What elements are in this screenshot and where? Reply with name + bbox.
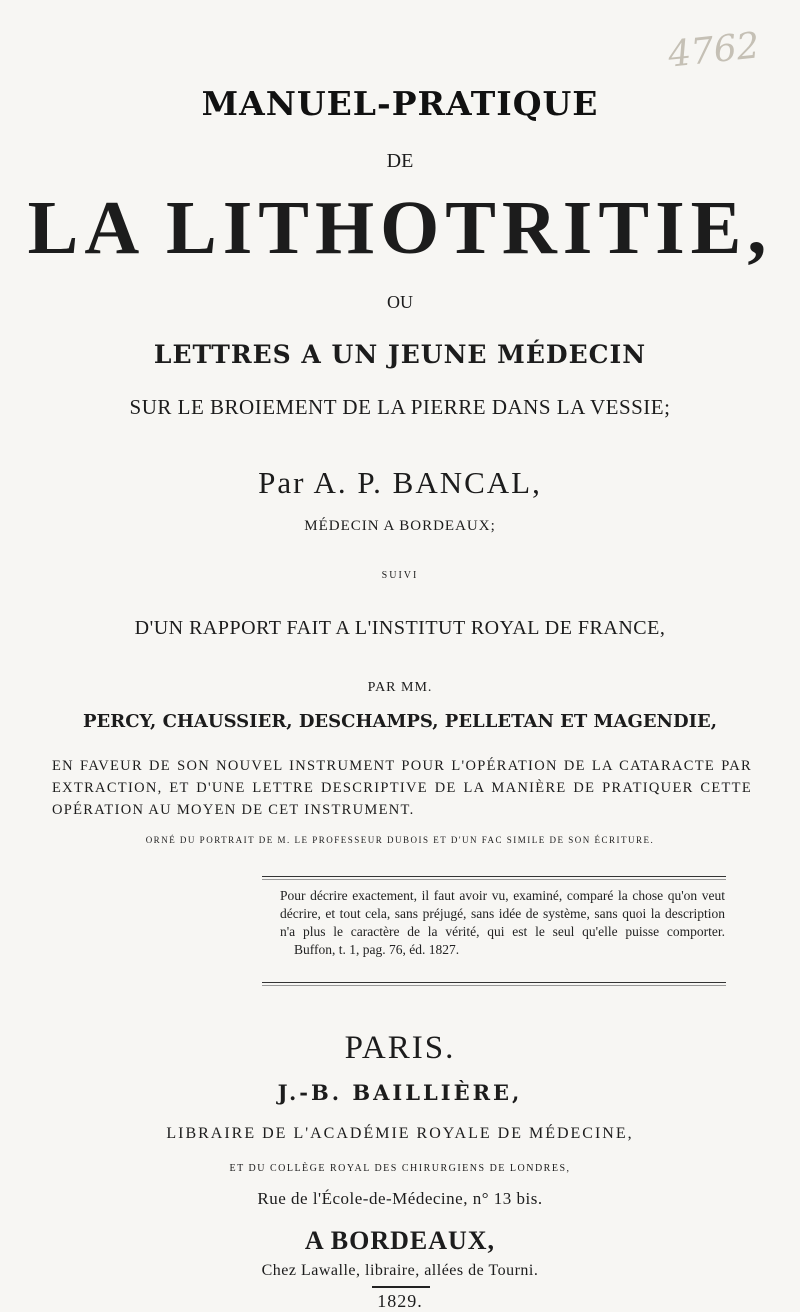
epigraph-rule-bottom [262,982,726,983]
rapport-description: EN FAVEUR DE SON NOUVEL INSTRUMENT POUR L'OPÉRATION DE LA CATARACTE PAR EXTRACTION, ET D'UNE LETTRE DESCRIPTIVE DE LA MANIÈRE DE PRATIQUER CETTE OPÉRATION AU MOYEN DE CET INSTRUMENT. [52,758,752,818]
author-profession: MÉDECIN A BORDEAUX; [304,518,496,534]
subtitle: LETTRES A UN JEUNE MÉDECIN [153,340,647,369]
epigraph-citation: Buffon, t. 1, pag. 76, éd. 1827. [294,942,460,957]
epigraph-text: Pour décrire exactement, il faut avoir vu, examiné, comparé la chose qu'on veut décrire, et tout cela, sans préjugé, sans idée de système, sans quoi la description n'a plus le caractère de la vérité, qui est le seul qu'elle puisse comporter. [280,888,725,939]
imprint-publisher: J.-B. BAILLIÈRE, [277,1080,523,1105]
rapport-line: D'UN RAPPORT FAIT A L'INSTITUT ROYAL DE FRANCE, [134,617,666,639]
imprint-city: PARIS. [344,1030,456,1066]
author-line: Par A. P. BANCAL, [258,465,542,500]
epigraph [280,887,725,959]
main-title: MANUEL-PRATIQUE [201,84,599,123]
title-ou: OU [387,292,413,312]
imprint-chez: Chez Lawalle, libraire, allées de Tourni. [261,1262,539,1279]
epigraph-rule-bottom-thin [262,985,726,986]
imprint-publisher-title: LIBRAIRE DE L'ACADÉMIE ROYALE DE MÉDECINE, [166,1125,634,1142]
year-rule [372,1286,430,1288]
suivi-label: SUIVI [381,570,419,581]
manuscript-shelfmark: 4762 [666,25,762,76]
epigraph-rule-top [262,876,726,877]
title-de: DE [386,150,414,172]
imprint-bordeaux: A BORDEAUX, [304,1226,496,1255]
imprint-college: ET DU COLLÈGE ROYAL DES CHIRURGIENS DE LONDRES, [229,1163,571,1174]
rapport-authors: PERCY, CHAUSSIER, DESCHAMPS, PELLETAN ET MAGENDIE, [82,711,718,732]
subject-title: LA LITHOTRITIE, [27,186,773,270]
imprint-year: 1829. [377,1291,423,1311]
imprint-address: Rue de l'École-de-Médecine, n° 13 bis. [257,1189,543,1208]
epigraph-rule-top-thin [262,879,726,880]
ornament-note: ORNÉ DU PORTRAIT DE M. LE PROFESSEUR DUBOIS ET D'UN FAC SIMILE DE SON ÉCRITURE. [145,835,655,845]
subtitle-line: SUR LE BROIEMENT DE LA PIERRE DANS LA VESSIE; [129,395,671,419]
rapport-par-mm: PAR MM. [367,680,433,695]
